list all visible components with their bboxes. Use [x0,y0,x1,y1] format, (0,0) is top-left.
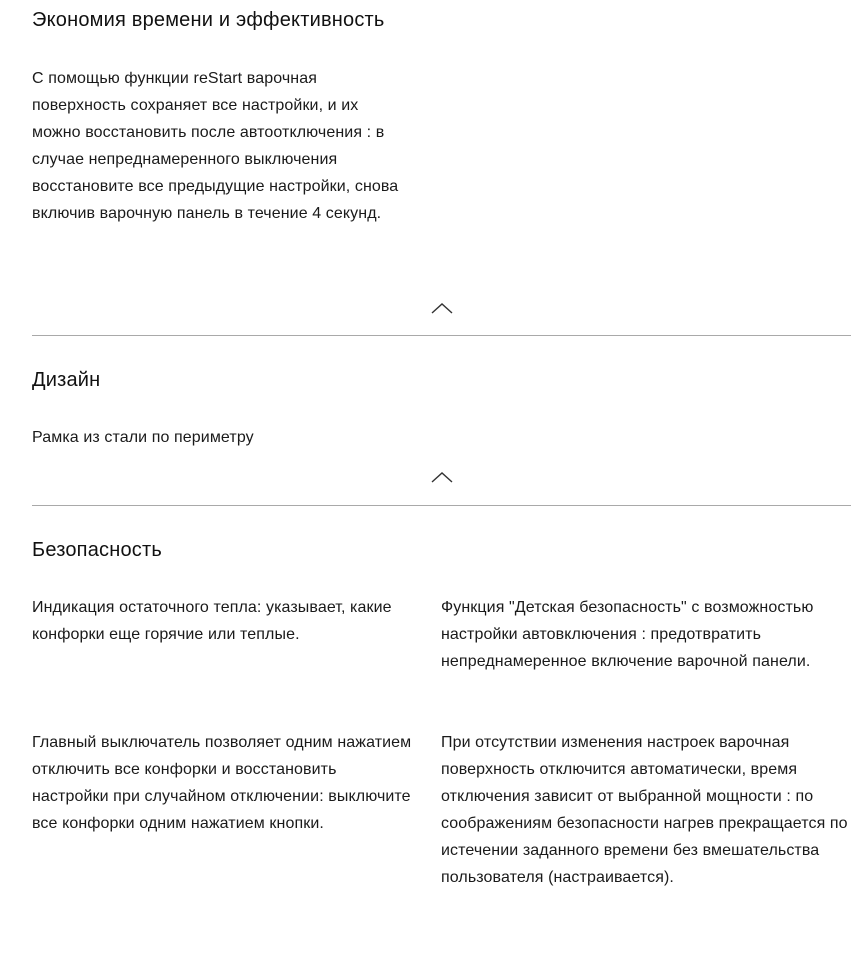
chevron-up-icon [430,469,454,485]
section-design [32,336,851,506]
feature-auto-off: При отсутствии изменения настроек варочная поверхность отключится автоматически, время отключения зависит от выбранной мощности : по соображениям безопасности нагрев прекращается по истечении заданного времени без вмешательства пользователя (настраивается). [441,734,848,886]
feature-residual-heat: Индикация остаточного тепла: указывает, какие конфорки еще горячие или теплые. [32,599,392,643]
collapse-toggle-button[interactable] [430,469,454,485]
feature-main-switch: Главный выключатель позволяет одним нажатием отключить все конфорки и восстановить настройки при случайном отключении: выключите все конфорки одним нажатием кнопки. [32,734,412,832]
section-paragraph: Рамка из стали по периметру [32,429,254,446]
chevron-up-icon [430,300,454,316]
section-title: Безопасность [32,539,162,561]
section-title: Экономия времени и эффективность [32,9,385,31]
section-time-efficiency [32,0,851,336]
feature-child-lock: Функция "Детская безопасность" с возможностью настройки автовключения : предотвратить непреднамеренное включение варочной панели. [441,599,814,670]
section-paragraph: С помощью функции reStart варочная поверхность сохраняет все настройки, и их можно восстановить после автоотключения : в случае непреднамеренного выключения восстановите все предыдущие настройки, снова включив варочную панель в течение 4 секунд. [32,70,399,222]
section-title: Дизайн [32,369,101,391]
collapse-toggle-button[interactable] [430,300,454,316]
section-safety [32,506,851,956]
